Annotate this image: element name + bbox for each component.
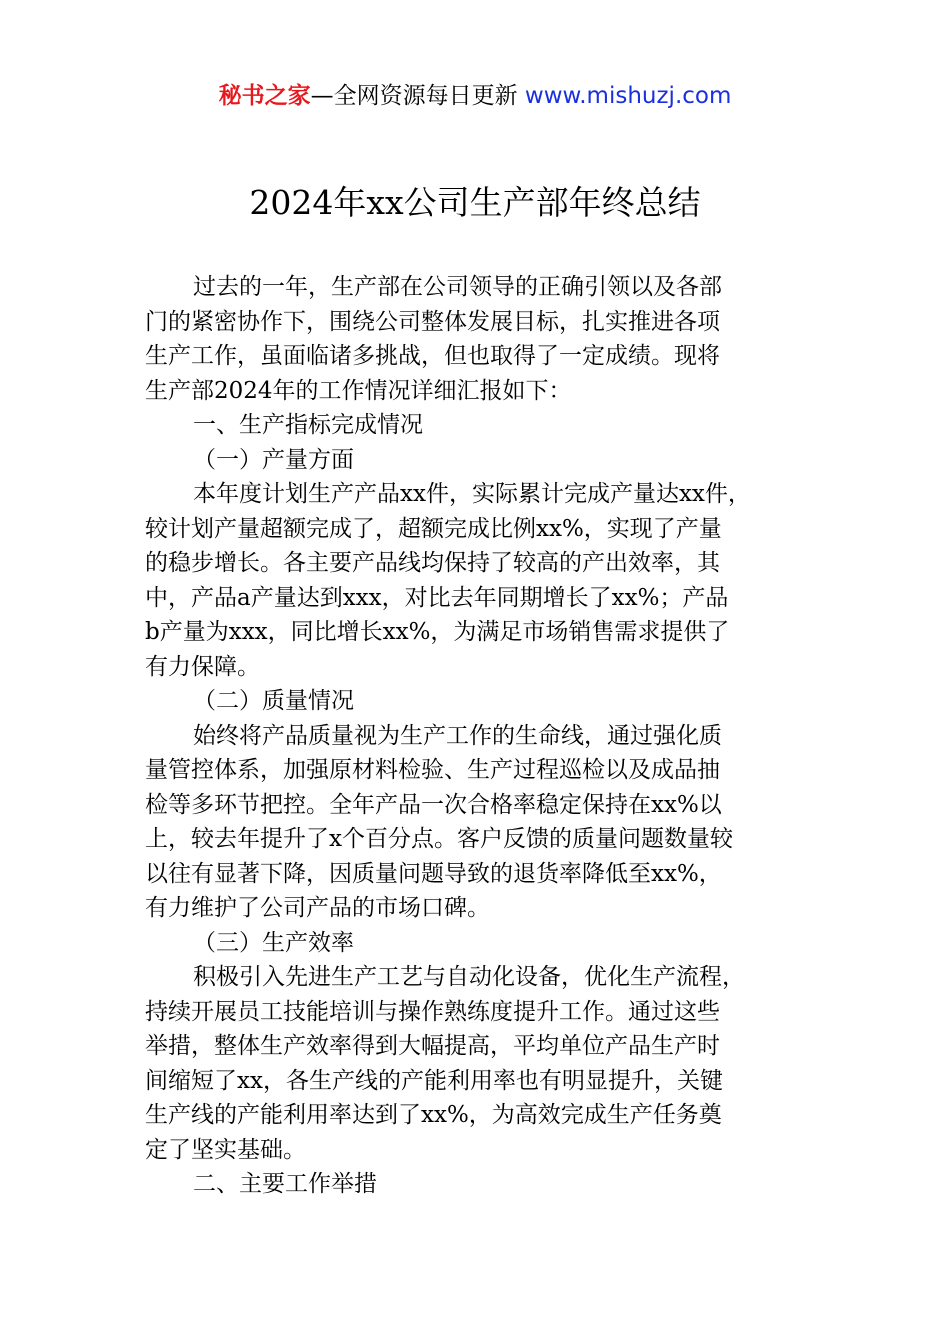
brand-name: 秘书之家 [218,83,311,109]
header-tagline: —全网资源每日更新 [310,83,525,109]
text-line: （二）质量情况 [193,688,354,714]
text-line: 始终将产品质量视为生产工作的生命线，通过强化质 [193,722,722,749]
document-body [145,270,815,1202]
site-link[interactable]: www.mishuzj.com [524,83,732,109]
text-line: 较计划产量超额完成了，超额完成比例xx%，实现了产量 [145,515,722,542]
text-line: 有力维护了公司产品的市场口碑。 [145,895,490,921]
text-line: 积极引入先进生产工艺与自动化设备，优化生产流程， [193,964,745,990]
text-line: 持续开展员工技能培训与操作熟练度提升工作。通过这些 [145,998,720,1025]
text-line: 以往有显著下降，因质量问题导致的退货率降低至xx%， [145,860,722,887]
text-line: 一、生产指标完成情况 [193,412,423,438]
text-line: 的稳步增长。各主要产品线均保持了较高的产出效率，其 [145,550,720,576]
text-line: 上，较去年提升了x个百分点。客户反馈的质量问题数量较 [145,826,733,852]
text-line: 门的紧密协作下，围绕公司整体发展目标，扎实推进各项 [145,308,720,335]
text-line: 量管控体系，加强原材料检验、生产过程巡检以及成品抽 [145,757,720,783]
text-line: 中，产品a产量达到xxx，对比去年同期增长了xx%；产品 [145,584,729,611]
text-line: 过去的一年，生产部在公司领导的正确引领以及各部 [193,274,722,300]
text-line: 检等多环节把控。全年产品一次合格率稳定保持在xx%以 [145,791,722,818]
text-line: 定了坚实基础。 [145,1136,306,1163]
text-line: 间缩短了xx，各生产线的产能利用率也有明显提升，关键 [145,1067,723,1094]
text-line: 生产部2024年的工作情况详细汇报如下： [145,377,572,404]
site-header [0,80,950,112]
text-line: （一）产量方面 [193,446,354,473]
text-line: 举措，整体生产效率得到大幅提高，平均单位产品生产时 [145,1033,720,1059]
text-line: 有力保障。 [145,653,260,680]
text-line: 二、主要工作举措 [193,1171,377,1197]
text-line: （三）生产效率 [193,929,354,956]
document-title: 2024年xx公司生产部年终总结 [249,183,701,222]
text-line: 生产工作，虽面临诸多挑战，但也取得了一定成绩。现将 [145,343,720,369]
text-line: 本年度计划生产产品xx件，实际累计完成产量达xx件， [193,481,751,507]
text-line: 生产线的产能利用率达到了xx%，为高效完成生产任务奠 [145,1102,722,1128]
text-line: b产量为xxx，同比增长xx%，为满足市场销售需求提供了 [145,619,730,645]
